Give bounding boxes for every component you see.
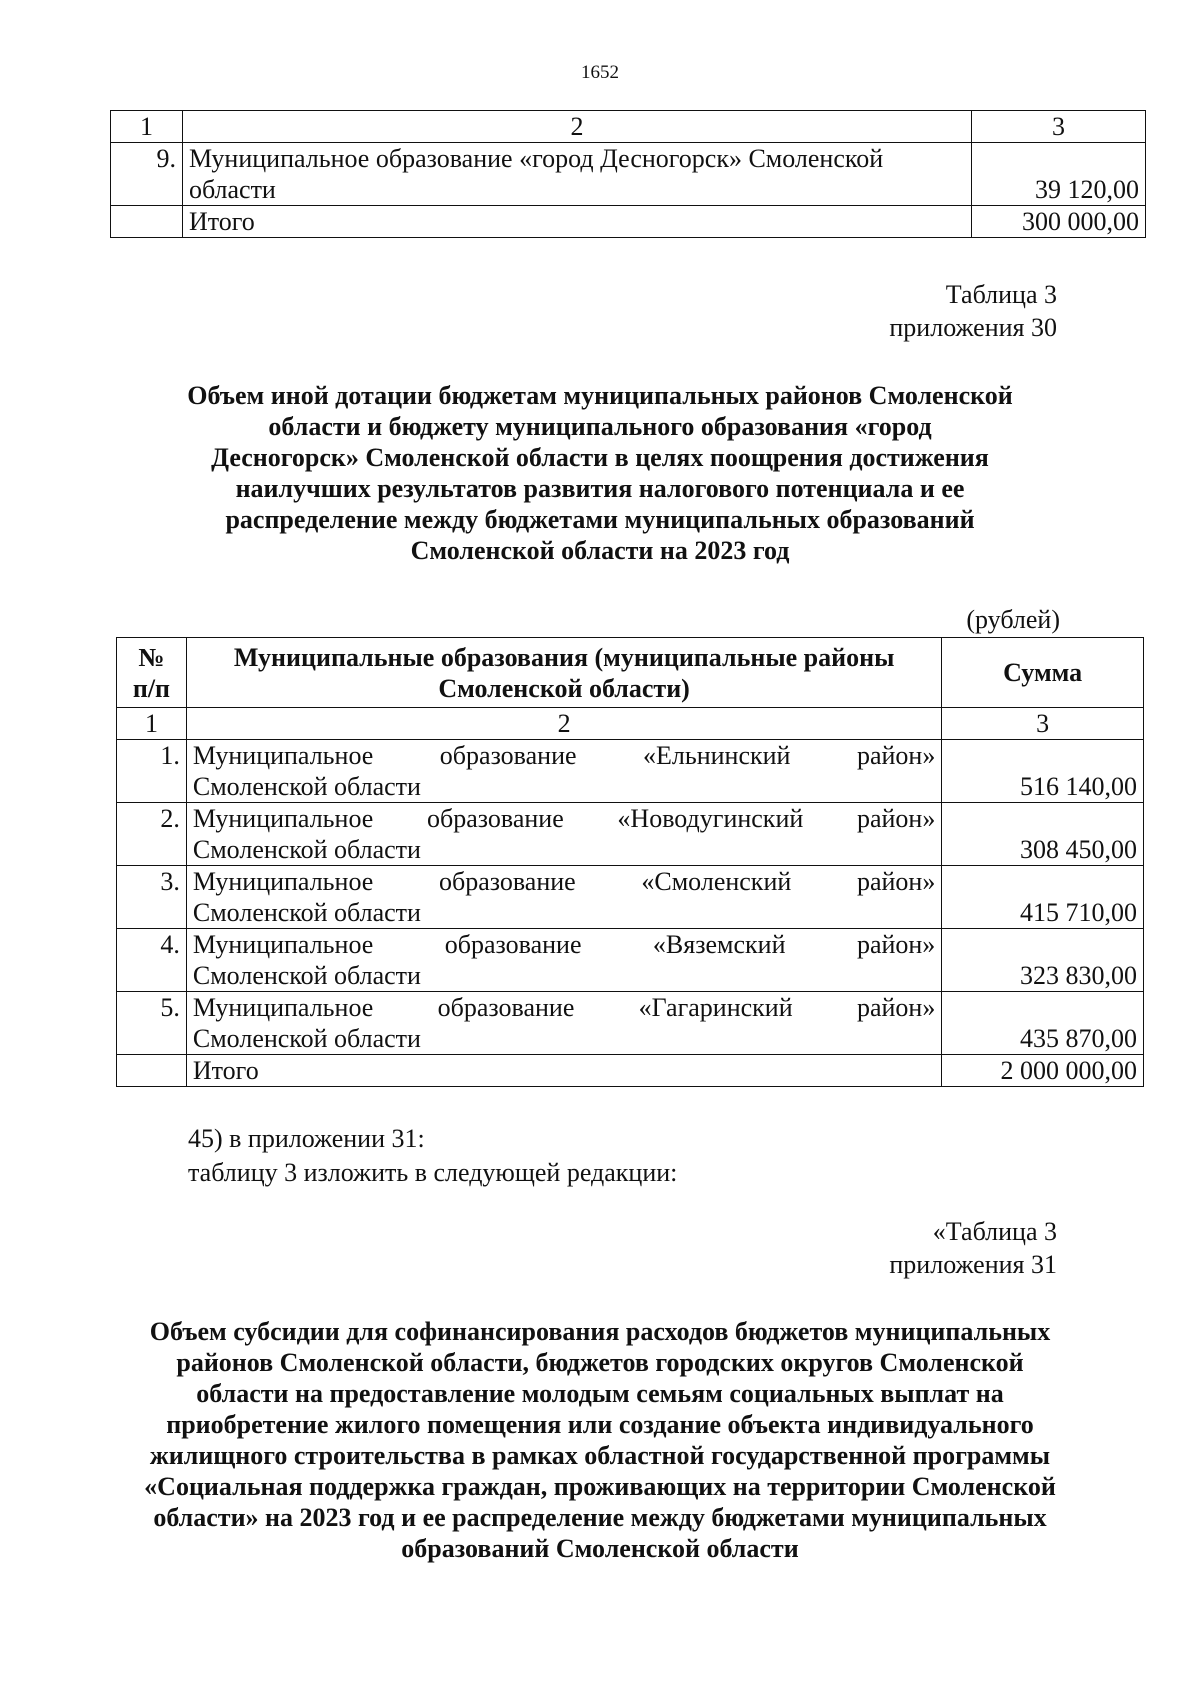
name-word: район» — [856, 930, 936, 959]
row-number: 2. — [117, 803, 187, 866]
column-number-3: 3 — [942, 708, 1144, 740]
table-total-row — [111, 206, 1146, 238]
municipality-name — [186, 740, 941, 803]
title-line: «Социальная поддержка граждан, проживающих на территории Смоленской — [144, 1472, 1056, 1501]
name-word: образование — [439, 741, 577, 770]
caption-line: «Таблица 3 — [932, 1217, 1057, 1246]
empty-cell — [117, 1055, 187, 1087]
column-number-2: 2 — [186, 708, 941, 740]
title-line: приобретение жилого помещения или создание объекта индивидуального — [166, 1410, 1034, 1439]
header-municipality-line: Смоленской области) — [438, 673, 690, 703]
header-number-line: № — [138, 642, 165, 672]
municipality-name — [186, 992, 941, 1055]
table-row — [117, 866, 1144, 929]
municipality-name-line: области — [188, 175, 276, 204]
municipality-name-line: Смоленской области — [192, 835, 421, 864]
municipality-name-line — [193, 992, 935, 1023]
table-colnum-row — [117, 708, 1144, 740]
municipality-name-line — [193, 866, 935, 897]
row-sum: 323 830,00 — [942, 929, 1144, 992]
table-header-row — [117, 638, 1144, 708]
row-sum: 308 450,00 — [942, 803, 1144, 866]
row-sum: 415 710,00 — [942, 866, 1144, 929]
table-caption — [889, 1215, 1057, 1281]
table-row — [117, 929, 1144, 992]
table-total-row — [117, 1055, 1144, 1087]
column-number-1: 1 — [111, 111, 183, 143]
table-header-row — [111, 111, 1146, 143]
column-number-1: 1 — [117, 708, 187, 740]
header-number-line: п/п — [132, 673, 171, 703]
header-number — [117, 638, 187, 708]
header-municipality-line: Муниципальные образования (муниципальные районы — [233, 642, 895, 672]
title-line: области и бюджету муниципального образования «город — [268, 412, 932, 441]
table-continuation — [110, 110, 1146, 238]
row-number: 9. — [111, 143, 183, 206]
name-word: Муниципальное — [192, 804, 374, 833]
caption-line: Таблица 3 — [945, 280, 1057, 309]
name-word: «Вяземский — [652, 930, 786, 959]
name-word: Муниципальное — [192, 930, 374, 959]
table-caption — [889, 278, 1057, 344]
municipality-name-line: Смоленской области — [192, 961, 421, 990]
municipality-name-line — [193, 929, 935, 960]
units-label: (рублей) — [966, 605, 1060, 634]
row-number: 5. — [117, 992, 187, 1055]
name-word: «Ельнинский — [643, 741, 791, 770]
name-word: «Смоленский — [641, 867, 792, 896]
title-line: Объем иной дотации бюджетам муниципальных районов Смоленской — [187, 381, 1013, 410]
row-number: 1. — [117, 740, 187, 803]
name-word: район» — [856, 993, 936, 1022]
name-word: район» — [856, 867, 936, 896]
municipality-name-line: Смоленской области — [192, 772, 421, 801]
municipality-name — [186, 866, 941, 929]
municipality-name-line — [193, 740, 935, 771]
paragraph: таблицу 3 изложить в следующей редакции: — [188, 1158, 678, 1187]
name-word: район» — [856, 741, 936, 770]
title-line: области на предоставление молодым семьям социальных выплат на — [196, 1379, 1004, 1408]
table-row — [117, 740, 1144, 803]
name-word: «Гагаринский — [638, 993, 793, 1022]
table-row — [117, 992, 1144, 1055]
title-line: области» на 2023 год и ее распределение между бюджетами муниципальных — [153, 1503, 1047, 1532]
title-line: Объем субсидии для софинансирования расходов бюджетов муниципальных — [149, 1317, 1051, 1346]
title-line: образований Смоленской области — [401, 1534, 799, 1563]
name-word: Муниципальное — [192, 741, 374, 770]
paragraph: 45) в приложении 31: — [188, 1124, 425, 1153]
column-number-3: 3 — [972, 111, 1146, 143]
title-line: наилучших результатов развития налогового потенциала и ее — [235, 474, 965, 503]
name-word: образование — [427, 804, 564, 833]
total-label: Итого — [182, 206, 971, 238]
row-number: 3. — [117, 866, 187, 929]
table-dotation — [116, 637, 1144, 1087]
municipality-name — [186, 803, 941, 866]
name-word: район» — [856, 804, 936, 833]
municipality-name-line — [193, 803, 935, 834]
empty-cell — [111, 206, 183, 238]
name-word: Муниципальное — [192, 867, 374, 896]
section-title — [120, 380, 1080, 566]
municipality-name-line: Муниципальное образование «город Десногорск» Смоленской — [188, 144, 884, 173]
name-word: образование — [438, 867, 576, 896]
name-word: Муниципальное — [192, 993, 374, 1022]
table-row — [111, 143, 1146, 206]
name-word: образование — [444, 930, 582, 959]
municipality-name-line: Смоленской области — [192, 898, 421, 927]
caption-line: приложения 30 — [889, 313, 1057, 342]
table-row — [117, 803, 1144, 866]
title-line: Смоленской области на 2023 год — [410, 536, 790, 565]
municipality-name-line: Смоленской области — [192, 1024, 421, 1053]
caption-line: приложения 31 — [889, 1250, 1057, 1279]
name-word: образование — [437, 993, 575, 1022]
total-sum: 300 000,00 — [972, 206, 1146, 238]
total-sum: 2 000 000,00 — [942, 1055, 1144, 1087]
title-line: жилищного строительства в рамках областной государственной программы — [149, 1441, 1051, 1470]
municipality-name — [182, 143, 971, 206]
section-title — [100, 1316, 1100, 1564]
title-line: районов Смоленской области, бюджетов городских округов Смоленской — [176, 1348, 1024, 1377]
row-number: 4. — [117, 929, 187, 992]
row-sum: 516 140,00 — [942, 740, 1144, 803]
total-label: Итого — [186, 1055, 941, 1087]
row-sum: 39 120,00 — [972, 143, 1146, 206]
municipality-name — [186, 929, 941, 992]
title-line: распределение между бюджетами муниципальных образований — [225, 505, 975, 534]
column-number-2: 2 — [182, 111, 971, 143]
header-sum: Сумма — [942, 638, 1144, 708]
header-municipality — [186, 638, 941, 708]
title-line: Десногорск» Смоленской области в целях поощрения достижения — [211, 443, 989, 472]
name-word: «Новодугинский — [617, 804, 804, 833]
page-number: 1652 — [581, 62, 619, 83]
row-sum: 435 870,00 — [942, 992, 1144, 1055]
